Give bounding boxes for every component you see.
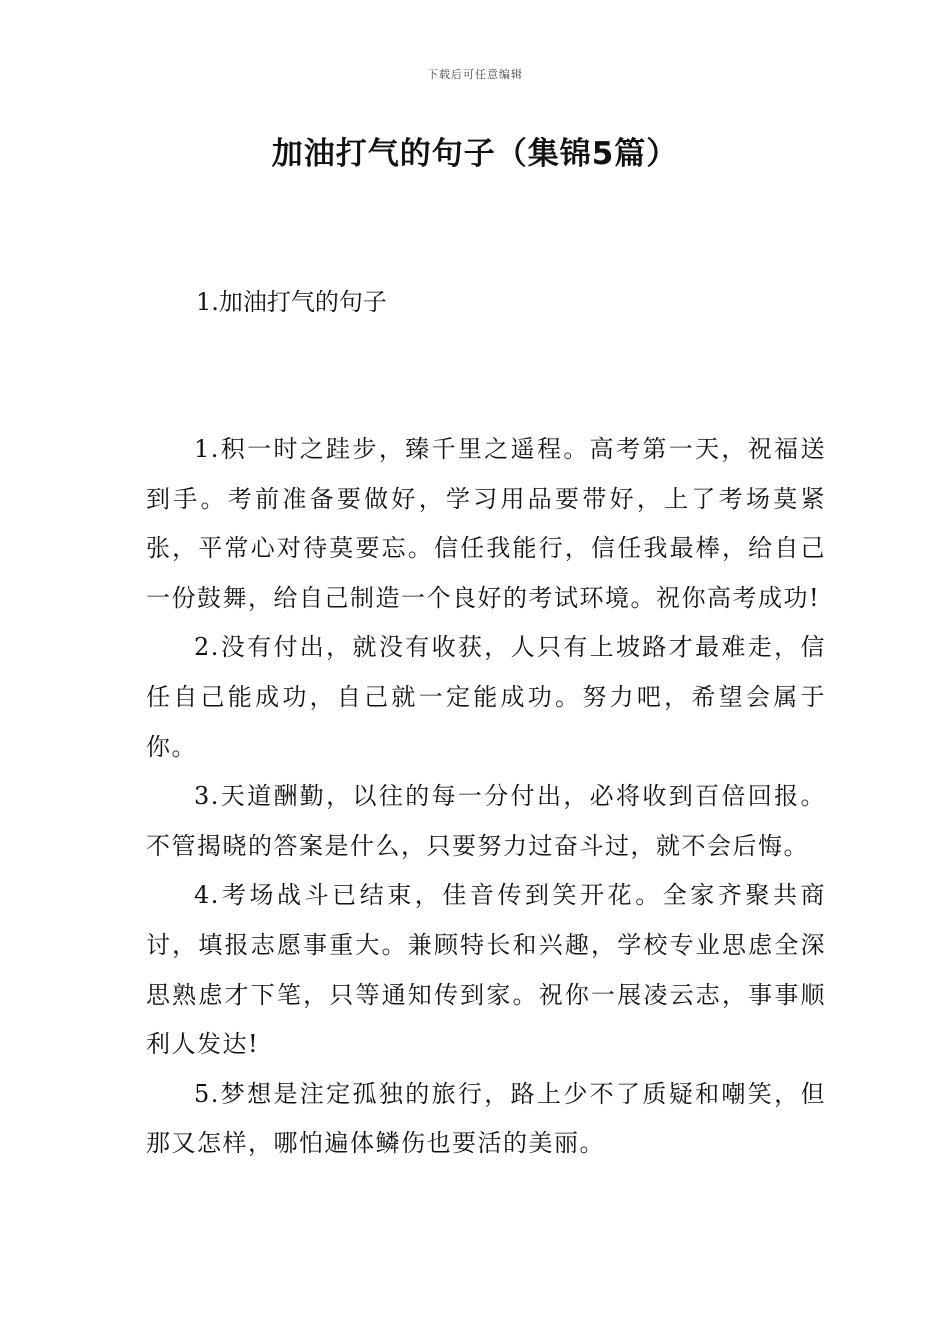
- paragraph-1: 1.积一时之跬步，臻千里之遥程。高考第一天，祝福送到手。考前准备要做好，学习用品要带好，上了考场莫紧张，平常心对待莫要忘。信任我能行，信任我最棒，给自己一份鼓舞，给自己制造一个良好的考试环境。祝你高考成功!: [146, 435, 826, 612]
- document-title: 加油打气的句子（集锦5篇）: [271, 136, 679, 172]
- paragraph-4: 4.考场战斗已结束，佳音传到笑开花。全家齐聚共商讨，填报志愿事重大。兼顾特长和兴趣，学校专业思虑全深思熟虑才下笔，只等通知传到家。祝你一展凌云志，事事顺利人发达!: [146, 881, 826, 1059]
- header-note: 下载后可任意编辑: [427, 68, 523, 81]
- section-heading: 1.加油打气的句子: [196, 288, 387, 316]
- body-text: [146, 425, 826, 1169]
- paragraph-5: 5.梦想是注定孤独的旅行，路上少不了质疑和嘲笑，但那又怎样，哪怕遍体鳞伤也要活的美丽。: [146, 1079, 826, 1158]
- paragraph-2: 2.没有付出，就没有收获，人只有上坡路才最难走，信任自己能成功，自己就一定能成功。努力吧，希望会属于你。: [146, 633, 826, 761]
- paragraph-3: 3.天道酬勤，以往的每一分付出，必将收到百倍回报。不管揭晓的答案是什么，只要努力过奋斗过，就不会后悔。: [146, 782, 826, 860]
